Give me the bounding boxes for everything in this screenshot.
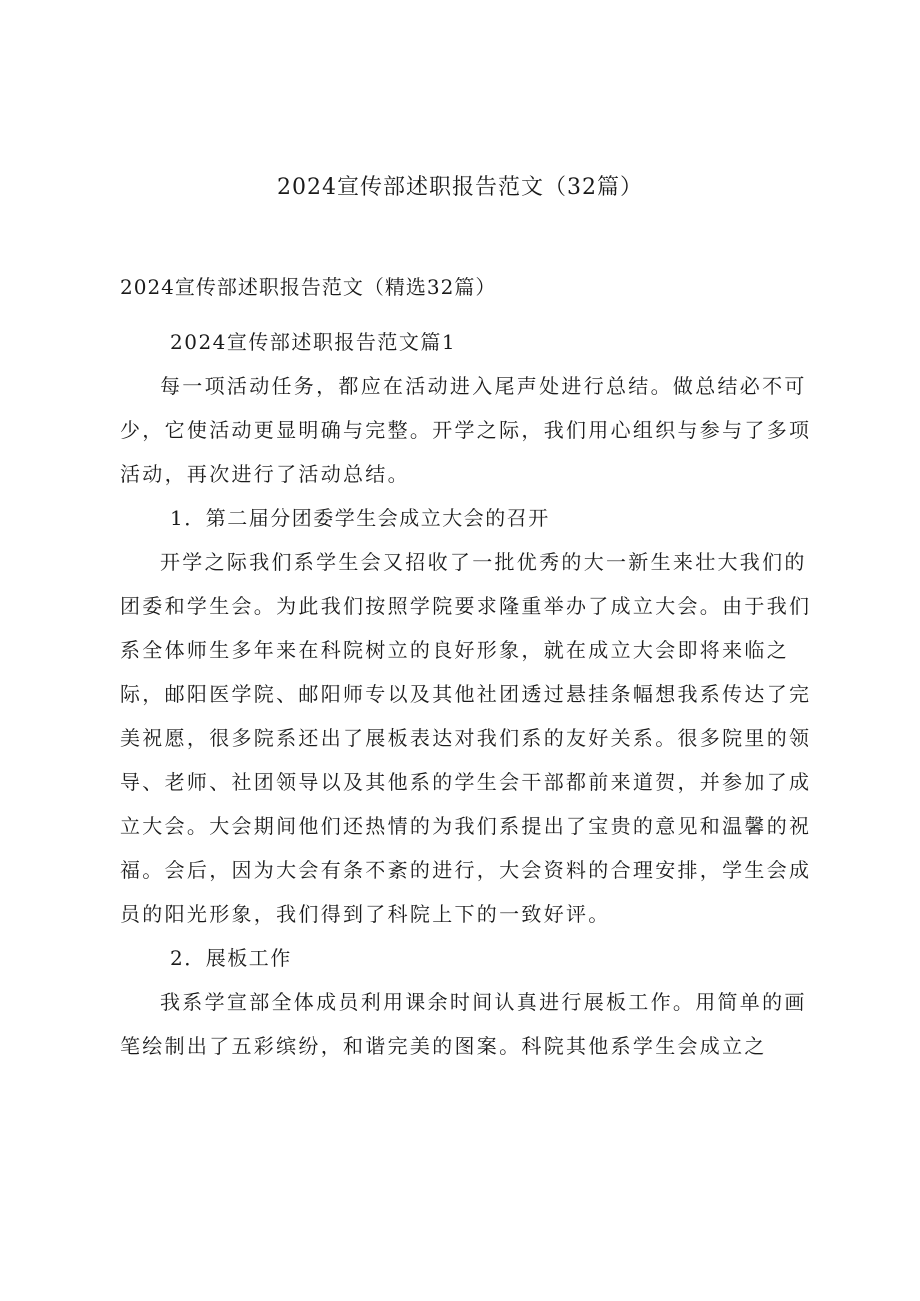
paragraph-intro: 每一项活动任务，都应在活动进入尾声处进行总结。做总结必不可少，它使活动更显明确与完整。开学之际，我们用心组织与参与了多项活动，再次进行了活动总结。	[120, 374, 812, 486]
paragraph-item-2: 我系学宣部全体成员利用课余时间认真进行展板工作。用简单的画笔绘制出了五彩缤纷，和谐完美的图案。科院其他系学生会成立之	[120, 990, 807, 1058]
document-body	[120, 320, 820, 1068]
document-subtitle: 2024宣传部述职报告范文（精选32篇）	[120, 275, 497, 299]
section-heading: 2024宣传部述职报告范文篇1	[170, 330, 457, 354]
paragraph-item-1: 开学之际我们系学生会又招收了一批优秀的大一新生来壮大我们的团委和学生会。为此我们按照学院要求隆重举办了成立大会。由于我们系全体师生多年来在科院树立的良好形象，就在成立大会即将来临之际，邮阳医学院、邮阳师专以及其他社团透过悬挂条幅想我系传达了完美祝愿，很多院系还出了展板表达对我们系的友好关系。很多院里的领导、老师、社团领导以及其他系的学生会干部都前来道贺，并参加了成立大会。大会期间他们还热情的为我们系提出了宝贵的意见和温馨的祝福。会后，因为大会有条不紊的进行，大会资料的合理安排，学生会成员的阳光形象，我们得到了科院上下的一致好评。	[120, 550, 812, 926]
item-heading-1: 1．第二届分团委学生会成立大会的召开	[170, 506, 550, 530]
item-heading-2: 2．展板工作	[170, 946, 292, 970]
document-title: 2024宣传部述职报告范文（32篇）	[277, 175, 643, 200]
